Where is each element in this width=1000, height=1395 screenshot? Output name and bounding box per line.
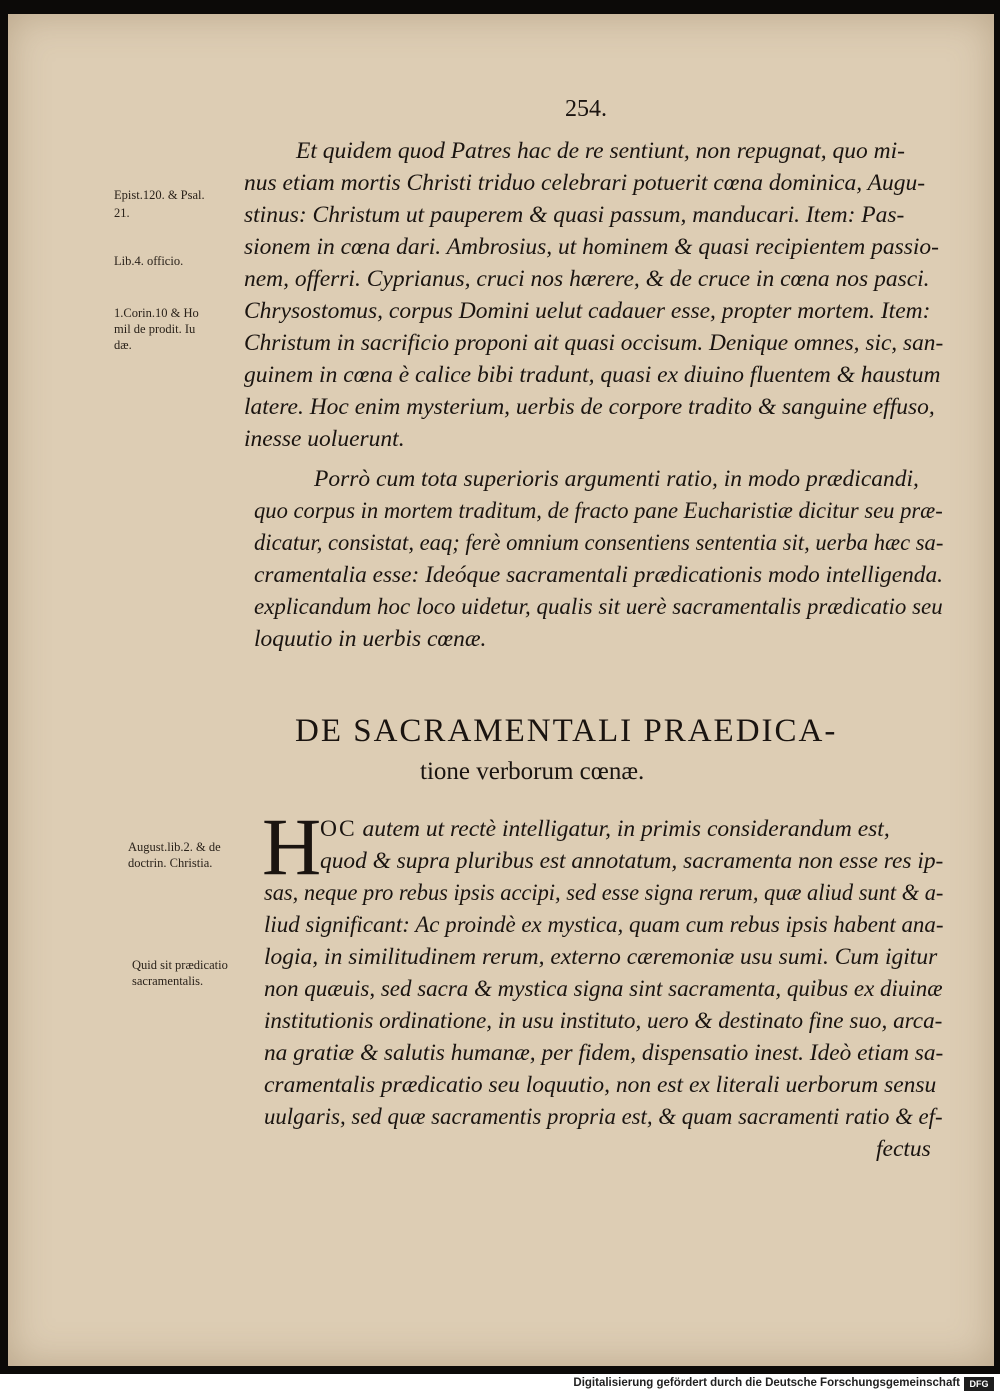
text-line: uulgaris, sed quæ sacramentis propria est, & quam sacramenti ratio & ef- bbox=[264, 1104, 943, 1130]
text-line: nus etiam mortis Christi triduo celebrari potuerit cœna dominica, Augu- bbox=[244, 170, 926, 196]
margin-note: doctrin. Christia. bbox=[128, 856, 213, 870]
margin-note: 21. bbox=[114, 206, 130, 220]
margin-note: August.lib.2. & de bbox=[128, 840, 221, 854]
text-line: liud significant: Ac proindè ex mystica, quam cum rebus ipsis habent ana- bbox=[264, 912, 944, 938]
margin-note: Quid sit prædicatio bbox=[132, 958, 228, 972]
text-line: cramentalia esse: Ideóque sacramentali prædicationis modo intelligenda. bbox=[254, 562, 943, 588]
margin-note: Lib.4. officio. bbox=[114, 254, 184, 268]
text-line: sionem in cœna dari. Ambrosius, ut hominem & quasi recipientem passio- bbox=[244, 234, 939, 260]
text-line: explicandum hoc loco uidetur, qualis sit uerè sacramentalis prædicatio seu bbox=[254, 594, 943, 620]
text-line: latere. Hoc enim mysterium, uerbis de corpore tradito & sanguine effuso, bbox=[244, 394, 935, 420]
text-line: sas, neque pro rebus ipsis accipi, sed esse signa rerum, quæ aliud sunt & a- bbox=[264, 880, 944, 906]
section-subheading: tione verborum cœnæ. bbox=[420, 758, 645, 785]
text-line: inesse uoluerunt. bbox=[244, 426, 405, 452]
text-line: Christum in sacrificio proponi ait quasi occisum. Denique omnes, sic, san- bbox=[244, 330, 944, 356]
text-line: Porrò cum tota superioris argumenti ratio, in modo prædicandi, bbox=[314, 466, 919, 492]
text-line bbox=[320, 814, 890, 844]
text-line: Et quidem quod Patres hac de re sentiunt, non repugnat, quo mi- bbox=[296, 138, 905, 164]
margin-note: mil de prodit. Iu bbox=[114, 322, 196, 336]
text-span: autem ut rectè intelligatur, in primis considerandum est, bbox=[362, 816, 890, 842]
text-line: quod & supra pluribus est annotatum, sacramenta non esse res ip- bbox=[320, 848, 944, 874]
margin-note: 1.Corin.10 & Ho bbox=[114, 306, 199, 320]
text-line: stinus: Christum ut pauperem & quasi passum, manducari. Item: Pas- bbox=[244, 202, 905, 228]
text-line: quo corpus in mortem traditum, de fracto pane Eucharistiæ dicitur seu præ- bbox=[254, 498, 943, 524]
funding-notice: Digitalisierung gefördert durch die Deutsche Forschungsgemeinschaft bbox=[573, 1377, 960, 1389]
small-caps-start: OC bbox=[320, 816, 357, 842]
page-number: 254. bbox=[565, 96, 607, 122]
text-line: nem, offerri. Cyprianus, cruci nos hærere, & de cruce in cœna nos pasci. bbox=[244, 266, 930, 292]
footer-bar bbox=[0, 1374, 1000, 1395]
section-heading: DE SACRAMENTALI PRAEDICA- bbox=[295, 713, 838, 749]
text-line: na gratiæ & salutis humanæ, per fidem, dispensatio inest. Ideò etiam sa- bbox=[264, 1040, 944, 1066]
margin-note: Epist.120. & Psal. bbox=[114, 188, 205, 202]
catchword: fectus bbox=[876, 1136, 931, 1162]
text-line: guinem in cœna è calice bibi tradunt, quasi ex diuino fluentem & haustum bbox=[244, 362, 941, 388]
drop-cap: H bbox=[262, 801, 322, 892]
text-line: cramentalis prædicatio seu loquutio, non est ex literali uerborum sensu bbox=[264, 1072, 937, 1098]
text-line: loquutio in uerbis cœnæ. bbox=[254, 626, 487, 652]
text-line: institutionis ordinatione, in usu instituto, uero & destinato fine suo, arca- bbox=[264, 1008, 943, 1034]
text-line: logia, in similitudinem rerum, externo cæremoniæ usu sumi. Cum igitur bbox=[264, 944, 938, 970]
text-line: non quæuis, sed sacra & mystica signa sint sacramenta, quibus ex diuinæ bbox=[264, 976, 943, 1002]
text-line: Chrysostomus, corpus Domini uelut cadauer esse, propter mortem. Item: bbox=[244, 298, 931, 324]
margin-note: sacramentalis. bbox=[132, 974, 204, 988]
text-line: dicatur, consistat, eaq; ferè omnium consentiens sententia sit, uerba hæc sa- bbox=[254, 530, 944, 556]
margin-note: dæ. bbox=[114, 338, 132, 352]
book-page bbox=[8, 14, 994, 1366]
dfg-logo: DFG bbox=[964, 1377, 994, 1391]
